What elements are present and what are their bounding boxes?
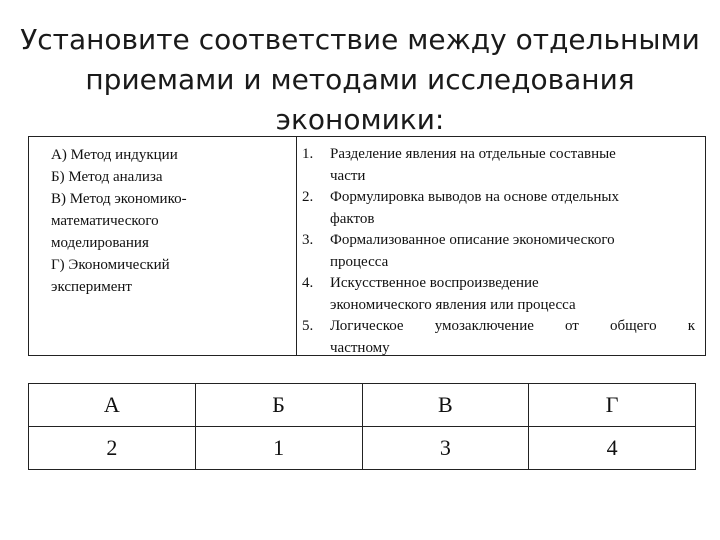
answer-value-cell: 2	[29, 427, 196, 470]
answer-table	[28, 383, 696, 470]
technique-text	[330, 187, 695, 230]
technique-line: фактов	[330, 210, 375, 227]
answer-header-cell: В	[362, 384, 529, 427]
method-line: моделирования	[51, 235, 149, 251]
techniques-column	[296, 136, 706, 356]
answer-value-cell: 1	[195, 427, 362, 470]
answer-value-cell: 3	[362, 427, 529, 470]
technique-item	[302, 316, 695, 359]
method-line: Г) Экономический	[51, 257, 170, 273]
technique-line: частному	[330, 339, 390, 356]
technique-line: Формализованное описание экономического	[330, 232, 615, 248]
technique-line: части	[330, 167, 366, 184]
method-line: В) Метод экономико-	[51, 191, 187, 207]
technique-item	[302, 187, 695, 230]
method-line: Б) Метод анализа	[51, 169, 163, 185]
technique-item	[302, 144, 695, 187]
title-line: Установите соответствие между отдельными	[20, 23, 700, 56]
title-line: экономики:	[275, 103, 445, 136]
technique-number: 5.	[302, 318, 314, 334]
answer-value-cell: 4	[529, 427, 696, 470]
technique-text	[330, 273, 695, 316]
technique-line: Разделение явления на отдельные составные	[330, 146, 616, 162]
technique-number: 2.	[302, 189, 314, 205]
technique-text	[330, 316, 695, 359]
technique-line: экономического явления или процесса	[330, 296, 576, 313]
technique-line: Искусственное воспроизведение	[330, 275, 539, 291]
answer-header-row	[29, 384, 696, 427]
technique-number: 1.	[302, 146, 314, 162]
page-title	[20, 20, 700, 140]
technique-line: процесса	[330, 253, 389, 270]
technique-line: Логическое умозаключение от общего к	[330, 318, 695, 334]
technique-text	[330, 144, 695, 187]
technique-item	[302, 273, 695, 316]
methods-column	[28, 136, 297, 356]
technique-number: 3.	[302, 232, 314, 248]
method-line: математического	[51, 213, 159, 229]
technique-number: 4.	[302, 275, 314, 291]
technique-text	[330, 230, 695, 273]
technique-line: Формулировка выводов на основе отдельных	[330, 189, 619, 205]
answer-header-cell: Б	[195, 384, 362, 427]
method-line: А) Метод индукции	[51, 147, 178, 163]
technique-item	[302, 230, 695, 273]
title-line: приемами и методами исследования	[85, 63, 635, 96]
answer-value-row	[29, 427, 696, 470]
answer-header-cell: Г	[529, 384, 696, 427]
method-line: эксперимент	[51, 279, 132, 295]
answer-header-cell: А	[29, 384, 196, 427]
